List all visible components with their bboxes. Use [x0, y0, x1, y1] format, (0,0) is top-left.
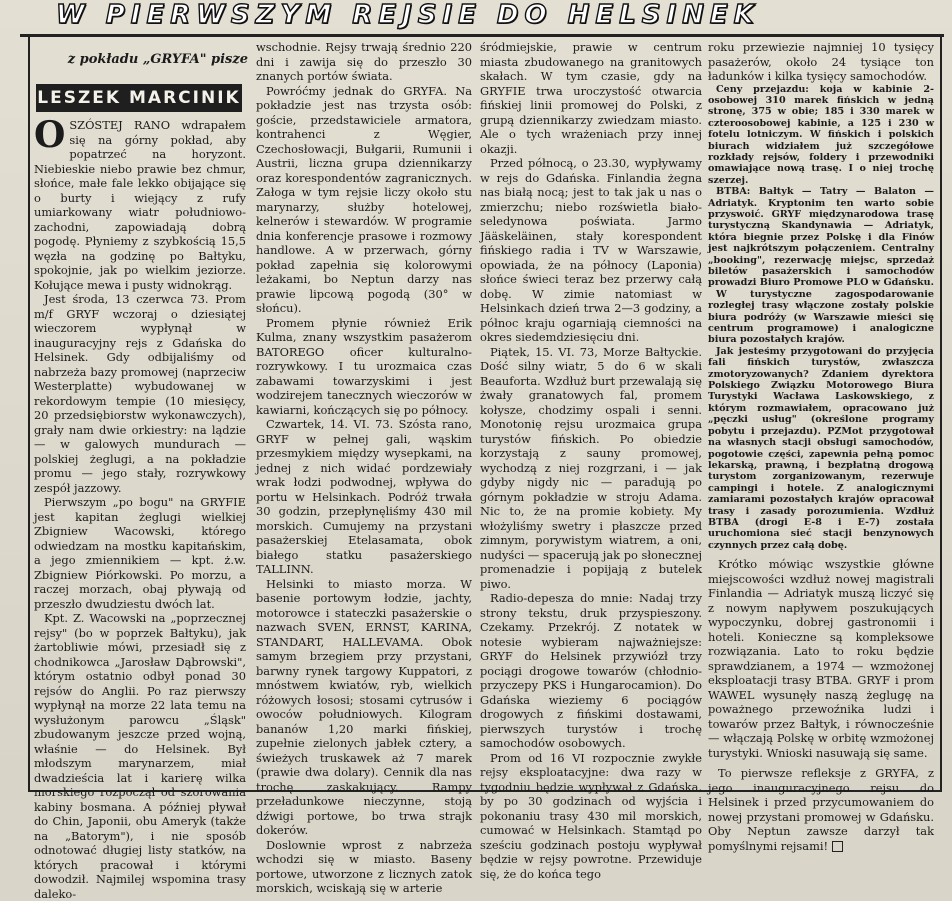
- article-paragraph: Pierwszym „po bogu" na GRYFIE jest kapitan żeglugi wielkiej Zbigniew Wacowski, którego odwiedzam na mostku kapitańskim, a jego zmiennikiem — kpt. ż.w. Zbigniew Piórkowski. Po morzu, a raczej morzach, obaj pływają od przeszło dwudziestu dwóch lat.: [34, 495, 246, 611]
- small-paragraph: Jak jesteśmy przygotowani do przyjęcia fali fińskich turystów, zwłaszcza zmotoryzowanych? Zdaniem dyrektora Polskiego Związku Motorowego Biura Turystyki Wacława Laskowskiego, z którym rozmawiałem, opracowano już „pęczki usług" (określone programy pobytu i przejazdu). PZMot przygotował na własnych stacji obsługi samochodów, pogotowie części, zapewnia pełną pomoc lekarską, prawną, i bezpłatną drogową turystom zorganizowanym, rezerwuje campingi i hotele. Z analogicznymi zamiarami pozostałych krajów opracował trasy i zasady porozumienia. Wzdłuż BTBA (drogi E-8 i E-7) została uruchomiona sieć stacji benzynowych czynnych przez całą dobę.: [708, 345, 934, 551]
- paragraph-text: SZÓSTEJ RANO wdrapałem się na górny pokład, aby popatrzeć na horyzont. Niebieskie niebo prawie bez chmur, słońce, małe fale lekko obijające się o burty i wiejący z rufy umiarkowany wiatr południowo-zachodni, zapowiadają dobrą pogodę. Płyniemy z szybkością 15,5 węzła na godzinę po Bałtyku, spokojnie, jak po wielkim jeziorze. Kołujące mewa i pusty widnokrąg.: [34, 118, 246, 292]
- article-paragraph: Piątek, 15. VI. 73, Morze Bałtyckie. Dość silny wiatr, 5 do 6 w skali Beauforta. Wzdłuż burt przewalają się żwały granatowych fal, promem kołysze, chodzimy ospali i senni. Monotonię rejsu urozmaica grupa turystów fińskich. Po obiedzie korzystają z sauny promowej, wychodzą z niej rozgrzani, i — jak gdyby nigdy nic — paradują po górnym pokładzie w stroju Adama. Nic to, że na promie kobiety. My włożyliśmy swetry i płaszcze przed zimnym, porywistym wiatrem, a oni, nudyści — spacerują jak po słonecznej promenadzie i popijają z butelek piwo.: [480, 344, 702, 591]
- article-paragraph: śródmiejskie, prawie w centrum miasta zbudowanego na granitowych skałach. W tym czasie, gdy na GRYFIE trwa uroczystość otwarcia fińskiej linii promowej do Polski, z grupą dziennikarzy zwiedzam miasto. Ale o tych wrażeniach przy innej okazji.: [480, 40, 702, 156]
- article-paragraph: Jest środa, 13 czerwca 73. Prom m/f GRYF wczoraj o dziesiątej wieczorem wypłynął w inauguracyjny rejs z Gdańska do Helsinek. Gdy odbijaliśmy od nabrzeża bazy promowej (naprzeciw Westerplatte) wybudowanej w rekordowym tempie (10 miesięcy, 20 przedsiębiorstw wykonawczych), grały nam dwie orkiestry: na lądzie — w galowych mundurach — polskiej żeglugi, a na pokładzie promu — jego stały, rozrywkowy zespół jazzowy.: [34, 292, 246, 495]
- left-rule: [28, 37, 30, 790]
- column-1: [34, 114, 246, 901]
- small-paragraph: Ceny przejazdu: koja w kabinie 2-osobowej 310 marek fińskich w jedną stronę, 375 w obie; 185 i 330 marek w czteroosobowej kabinie, a 125 i 230 w fotelu lotniczym. W fińskich i polskich biurach widziałem już szczegółowe rozkłady rejsów, foldery i przewodniki omawiające nową trasę. I o niej trochę szerzej.: [708, 83, 934, 186]
- article-paragraph: Prom od 16 VI rozpocznie zwykłe rejsy eksploatacyjne: dwa razy w tygodniu będzie wypływał z Gdańska, by po 30 godzinach od wyjścia i pokonaniu trasy 430 mil morskich, cumować w Helsinkach. Stamtąd po sześciu godzinach postoju wypływał będzie w rejsy powrotne. Przewiduje się, że do końca tego: [480, 750, 702, 881]
- drop-cap: O: [34, 114, 66, 156]
- top-rule: [20, 34, 944, 37]
- column-2: [256, 40, 472, 895]
- article-paragraph: Radio-depesza do mnie: Nadaj trzy strony tekstu, druk przyspieszony. Czekamy. Przekrój. Z notatek w notesie wybieram najważniejsze: GRYF do Helsinek przywiózł trzy pociągi drogowe towarów (chłodnio-przyczepy PKS i Hungarocamion). Do Gdańska wieziemy 6 pociągów drogowych z fińskimi dostawami, pierwszych turystów i trochę samochodów osobowych.: [480, 591, 702, 750]
- article-paragraph: wschodnie. Rejsy trwają średnio 220 dni i zawija się do przeszło 30 znanych portów świata.: [256, 40, 472, 83]
- small-print-section: [708, 84, 934, 552]
- headline: W PIERWSZYM REJSIE DO HELSINEK: [56, 0, 760, 30]
- article-paragraph: roku przewiezie najmniej 10 tysięcy pasażerów, około 24 tysiące ton ładunków i kilka tysięcy samochodów.: [708, 40, 934, 83]
- article-paragraph: Helsinki to miasto morza. W basenie portowym łodzie, jachty, motorowce i stateczki pasażerskie o nazwach SVEN, ERNST, KARINA, STANDART, HALLEVAMA. Obok samym brzegiem przy przystani, barwny rynek targowy Kuppatori, z mnóstwem kwiatów, ryb, wielkich różowych łososi; stosami cytrusów i owoców południowych. Kilogram bananów 1,20 marki fińskiej, zupełnie zielonych jabłek cztery, a świeżych truskawek aż 7 marek (prawie dwa dolary). Cennik dla nas trochę zaskakujący. Rampy przeładunkowe nieczynne, stoją dźwigi portowe, bo trwa strajk dokerów.: [256, 576, 472, 837]
- article-paragraph: Promem płynie również Erik Kulma, znany wszystkim pasażerom BATOREGO oficer kulturalno-rozrywkowy. I tu urozmaica czas zabawami towarzyskimi i jest wodzirejem tanecznych wieczorów w kawiarni, kończących się po północy.: [256, 315, 472, 417]
- column-3: [480, 40, 702, 881]
- paragraph-text: To pierwsze refleksje z GRYFA, z jego inauguracyjnego rejsu do Helsinek i przed przycumowaniem do nowej przystani promowej w Gdańsku. Oby Neptun zawsze darzył tak pomyślnymi rejsami!: [708, 766, 934, 853]
- end-mark-icon: [832, 841, 843, 852]
- byline-intro: z pokładu „GRYFA" pisze: [67, 52, 248, 67]
- article-paragraph: Krótko mówiąc wszystkie główne miejscowości wzdłuż nowej magistrali Finlandia — Adriatyk muszą liczyć się z nowym napływem poszukujących wypoczynku, dobrej gastronomii i hoteli. Konieczne są kompleksowe rozwiązania. Lato to roku będzie sprawdzianem, a 1974 — wzmożonej eksploatacji trasy BTBA. GRYF i prom WAWEL wysunęły naszą żeglugę na poważnego przewoźnika ludzi i towarów przez Bałtyk, i równocześnie — włączają Polskę w orbitę wzmożonej turystyki. Wnioski nasuwają się same.: [708, 557, 934, 760]
- article-paragraph: Czwartek, 14. VI. 73. Szósta rano, GRYF w pełnej gali, wąskim przesmykiem między wysepkami, na jednej z nich widać pordzewiały wrak łodzi podwodnej, wpływa do portu w Helsinkach. Podróż trwała 30 godzin, przepłynęliśmy 430 mil morskich. Cumujemy na przystani pasażerskiej Etelasamata, obok białego statku pasażerskiego TALLINN.: [256, 417, 472, 576]
- small-paragraph: BTBA: Bałtyk — Tatry — Balaton — Adriatyk. Kryptonim ten warto sobie przyswoić. GRYF międzynarodowa trasę turystyczną Skandynawia — Adriatyk, która biegnie przez Polskę i dla Finów jest najkrótszym połączeniem. Centralny „booking", rezerwację miejsc, sprzedaż biletów pasażerskich i samochodów prowadzi Biuro Promowe PLO w Gdańsku.: [708, 186, 934, 289]
- article-paragraph: Powróćmy jednak do GRYFA. Na pokładzie jest nas trzysta osób: goście, przedstawiciele armatora, kontrahenci z Węgier, Czechosłowacji, Bułgarii, Rumunii i Austrii, liczna grupa dziennikarzy oraz korespondentów zagranicznych. Załoga w tym rejsie liczy około stu marynarzy, służby hotelowej, kelnerów i stewardów. W programie dnia konferencje prasowe i rozmowy handlowe. A w przerwach, górny pokład zapełnia się kolorowymi leżakami, bo Neptun darzy nas prawie lipcową pogodą (30° w słońcu).: [256, 83, 472, 315]
- article-paragraph: [34, 114, 246, 292]
- right-rule: [940, 37, 942, 790]
- article-paragraph: Kpt. Z. Wacowski na „poprzecznej rejsy" (bo w poprzek Bałtyku), jak żartobliwie mówi, przesiadł się z chodnikowca „Jarosław Dąbrowski", którym ostatnio odbył ponad 30 rejsów do Anglii. Po raz pierwszy wypłynął na morze 22 lata temu na wysłużonym parowcu „Śląsk" zbudowanym jeszcze przed wojną, właśnie — do Helsinek. Był młodszym marynarzem, miał dwadzieścia lat i karierę wilka morskiego rozpoczął od szorowania kabiny bosmana. A później pływał do Chin, Japonii, obu Ameryk (także na „Batorym"), i nie sposób odnotować długiej listy statków, na których pracował i którymi dowodził. Najmilej wspomina trasy daleko-: [34, 611, 246, 901]
- column-4: [708, 40, 934, 853]
- article-paragraph: Przed północą, o 23.30, wypływamy w rejs do Gdańska. Finlandia żegna nas białą nocą; jest to tak jak u nas o zmierzchu; niebo rozświetla biało-seledynowa poświata. Jarmo Jääskeläinen, stały korespondent fińskiego radia i TV w Warszawie, opowiada, że na północy (Laponia) słońce świeci teraz bez przerwy całą dobę. W zimie natomiast w Helsinkach dzień trwa 2—3 godziny, a północ kraju ogarniają ciemności na okres siedemdziesięciu dni.: [480, 156, 702, 344]
- author-name: LESZEK MARCINIK: [36, 84, 242, 112]
- closing-paragraph: [708, 766, 934, 853]
- small-paragraph: W turystyczne zagospodarowanie rozległej trasy włączone zostały polskie biura podróży (w Warszawie mieści się centrum programowe) i analogiczne biura pozostałych krajów.: [708, 288, 934, 346]
- article-paragraph: Doslownie wprost z nabrzeża wchodzi się w miasto. Baseny portowe, utworzone z licznych zatok morskich, wciskają się w arterie: [256, 837, 472, 895]
